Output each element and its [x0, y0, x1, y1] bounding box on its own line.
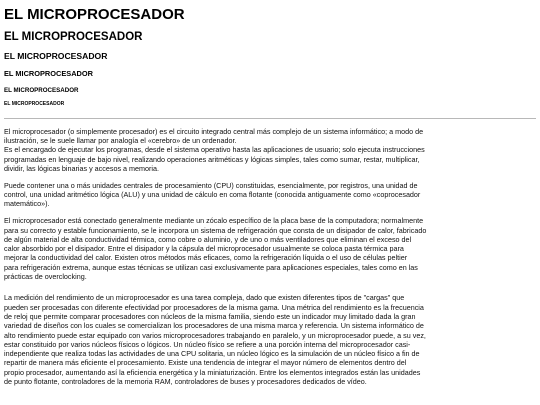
- paragraph-cpu-units: [4, 181, 536, 209]
- paragraph-line: El microprocesador está conectado generalmente mediante un zócalo específico de la placa base de la computadora; normalmente: [4, 216, 424, 226]
- paragraph-line: para refrigeración extrema, aunque estas técnicas se utilizan casi exclusivamente para aplicaciones especiales, tales como en las: [4, 262, 418, 272]
- paragraph-line: ilustración, se le suele llamar por analogía el «cerebro» de un ordenador.: [4, 136, 237, 146]
- paragraph-line: La medición del rendimiento de un microprocesador es una tarea compleja, dado que existen diferentes tipos de "cargas" que: [4, 293, 405, 303]
- paragraph-line: programadas en lenguaje de bajo nivel, realizando operaciones aritméticas y lógicas simples, tales como sumar, restar, multiplicar,: [4, 154, 420, 164]
- paragraph-intro: [4, 127, 536, 173]
- paragraph-line: variedad de diseños con los cuales se comercializan los procesadores de una misma marca y referencia. Un sistema informático de: [4, 321, 424, 331]
- paragraph-line: repartir de manera más eficiente el procesamiento. Existe una tendencia de integrar el mayor número de elementos dentro del: [4, 358, 407, 368]
- paragraph-line: El microprocesador (o simplemente procesador) es el circuito integrado central más complejo de un sistema informático; a modo de: [4, 126, 424, 136]
- paragraph-line: pueden ser procesadas con diferente efectividad por procesadores de la misma gama. Una métrica del rendimiento es la frecuencia: [4, 302, 424, 312]
- paragraph-line: propio procesador, aumentando así la eficiencia energética y la miniaturización. Entre los elementos integrados están las unidades: [4, 367, 421, 377]
- heading-level-4: EL MICROPROCESADOR: [4, 69, 93, 79]
- paragraph-line: de reloj que permite comparar procesadores con núcleos de la misma familia, siendo este un indicador muy limitado dada la gran: [4, 311, 416, 321]
- paragraph-line: Es el encargado de ejecutar los programas, desde el sistema operativo hasta las aplicaciones de usuario; solo ejecuta instrucciones: [4, 145, 425, 155]
- horizontal-rule: [4, 118, 536, 119]
- heading-level-5: EL MICROPROCESADOR: [4, 86, 79, 94]
- paragraph-line: de punto flotante, controladores de la memoria RAM, controladores de buses y procesadores dedicados de vídeo.: [4, 377, 367, 387]
- paragraph-line: dividir, las lógicas binarias y accesos a memoria.: [4, 163, 159, 173]
- paragraph-cooling: [4, 216, 536, 281]
- paragraph-performance: [4, 293, 536, 386]
- paragraph-line: alto rendimiento puede estar equipado con varios microprocesadores trabajando en paralelo, y un microprocesador puede, a su vez,: [4, 330, 426, 340]
- heading-level-1: EL MICROPROCESADOR: [4, 6, 185, 23]
- paragraph-line: prácticas de overclocking.: [4, 272, 87, 282]
- paragraph-line: estar constituido por varios núcleos físicos o lógicos. Un núcleo físico se refiere a una porción interna del microprocesador casi-: [4, 339, 411, 349]
- paragraph-line: mejorar la conductividad del calor. Existen otros métodos más eficaces, como la refrigeración líquida o el uso de células peltier: [4, 253, 408, 263]
- heading-level-3: EL MICROPROCESADOR: [4, 51, 108, 62]
- paragraph-line: Puede contener una o más unidades centrales de procesamiento (CPU) constituidas, esencialmente, por registros, una unidad de: [4, 180, 418, 190]
- paragraph-line: matemático»).: [4, 199, 50, 209]
- paragraph-line: control, una unidad aritmético lógica (ALU) y una unidad de cálculo en coma flotante (conocida antiguamente como «coprocesador: [4, 190, 421, 200]
- paragraph-line: para su correcto y estable funcionamiento, se le incorpora un sistema de refrigeración que consta de un disipador de calor, fabricado: [4, 225, 427, 235]
- paragraph-line: de algún material de alta conductividad térmica, como cobre o aluminio, y de uno o más ventiladores que eliminan el exceso del: [4, 234, 412, 244]
- paragraph-line: calor absorbido por el disipador. Entre el disipador y la cápsula del microprocesador usualmente se coloca pasta térmica para: [4, 244, 404, 254]
- paragraph-line: independiente que realiza todas las actividades de una CPU solitaria, un núcleo lógico es la simulación de un núcleo físico a fin de: [4, 349, 420, 359]
- heading-level-6: EL MICROPROCESADOR: [4, 100, 65, 107]
- heading-level-2: EL MICROPROCESADOR: [4, 31, 143, 44]
